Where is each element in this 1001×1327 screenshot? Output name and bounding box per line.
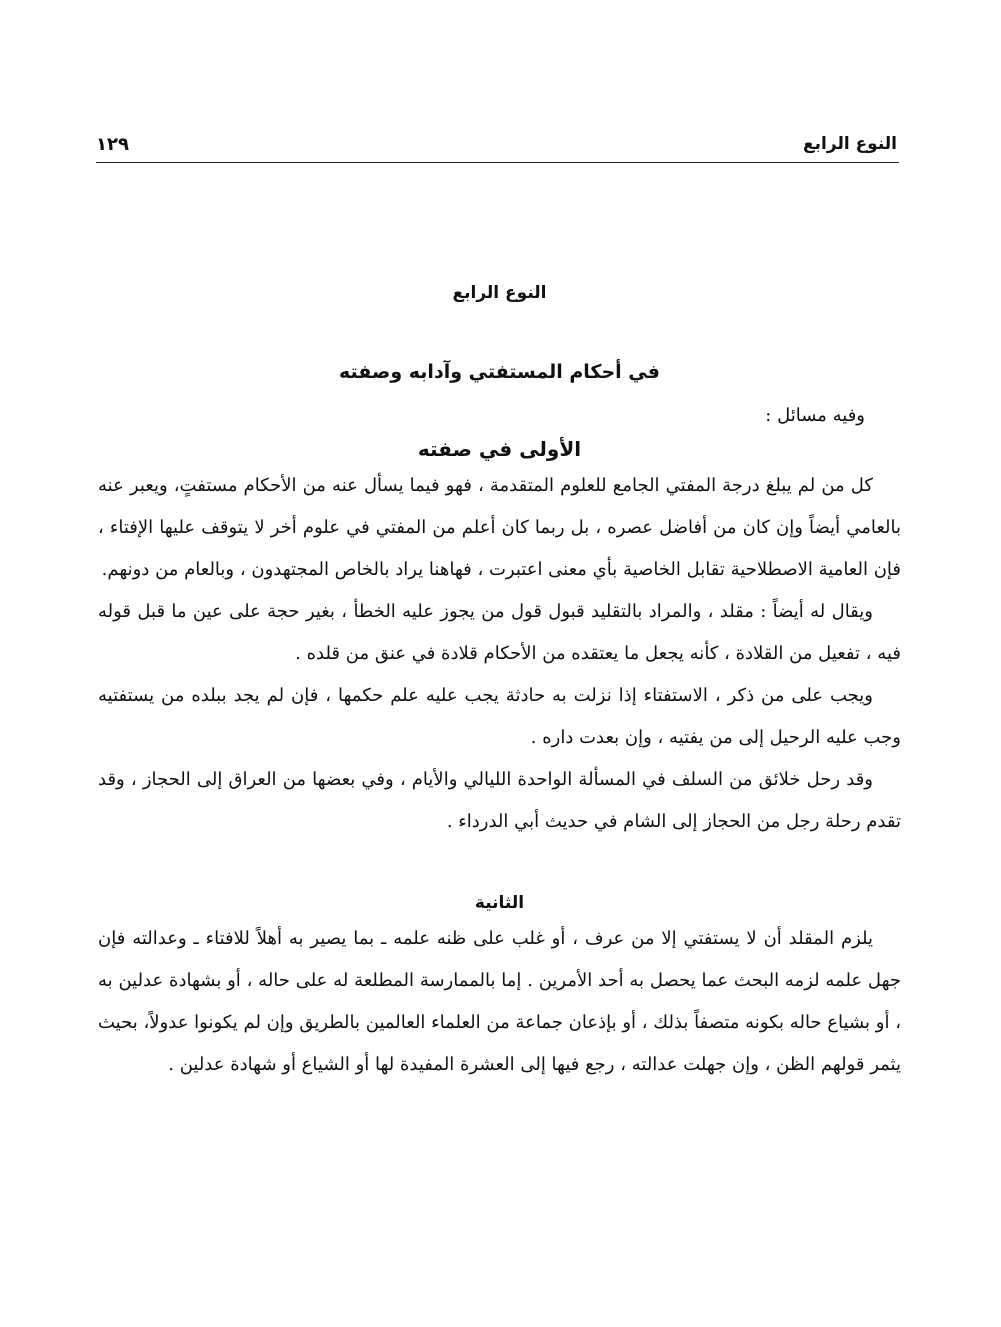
page-number: ١٢٩ (96, 133, 129, 155)
chapter-heading: النوع الرابع (452, 283, 547, 303)
intro-line: وفيه مسائل : (765, 405, 865, 426)
running-header (96, 128, 897, 160)
page-body (98, 278, 901, 1086)
paragraph: وقد رحل خلائق من السلف في المسألة الواحدة الليالي والأيام ، وفي بعضها من العراق إلى الحجاز ، وقد تقدم رحلة رجل من الحجاز إلى الشام في حديث أبي الدرداء . (98, 769, 901, 832)
section-heading-first: الأولى في صفته (417, 437, 582, 461)
paragraph: ويجب على من ذكر ، الاستفتاء إذا نزلت به حادثة يجب عليه علم حكمها ، فإن لم يجد ببلده من يستفتيه وجب عليه الرحيل إلى من يفتيه ، وإن بعدت داره . (98, 685, 901, 748)
header-rule (96, 162, 899, 163)
paragraph: يلزم المقلد أن لا يستفتي إلا من عرف ، أو غلب على ظنه علمه ـ بما يصير به أهلاً للافتاء ـ وعدالته فإن جهل علمه لزمه البحث عما يحصل به أحد الأمرين . إما بالممارسة المطلعة له على حاله ، أو بشهادة عدلين به ، أو بشياع حاله بكونه متصفاً بذلك ، أو بإذعان جماعة من العلماء العالمين بالطريق وإن لم يكونوا عدولاً، بحيث يثمر قولهم الظن ، وإن جهلت عدالته ، رجع فيها إلى العشرة المفيدة لها أو الشياع أو شهادة عدلين . (98, 928, 901, 1075)
chapter-subtitle: في أحكام المستفتي وآدابه وصفته (339, 361, 660, 383)
running-title: النوع الرابع (803, 134, 897, 154)
section-heading-second: الثانية (474, 893, 525, 913)
paragraph: كل من لم يبلغ درجة المفتي الجامع للعلوم المتقدمة ، فهو فيما يسأل عنه من الأحكام مستفتٍ، ويعبر عنه بالعامي أيضاً وإن كان من أفاضل عصره ، بل ربما كان أعلم من المفتي في علوم أخر لا يتوقف عليها الإفتاء ، فإن العامية الاصطلاحية تقابل الخاصية بأي معنى اعتبرت ، فهاهنا يراد بالخاص المجتهدون ، وبالعام من دونهم. (98, 475, 901, 580)
paragraph: ويقال له أيضاً : مقلد ، والمراد بالتقليد قبول قول من يجوز عليه الخطأ ، بغير حجة على عين ما قبل قوله فيه ، تفعيل من القلادة ، كأنه يجعل ما يعتقده من الأحكام قلادة في عنق من قلده . (98, 601, 901, 664)
